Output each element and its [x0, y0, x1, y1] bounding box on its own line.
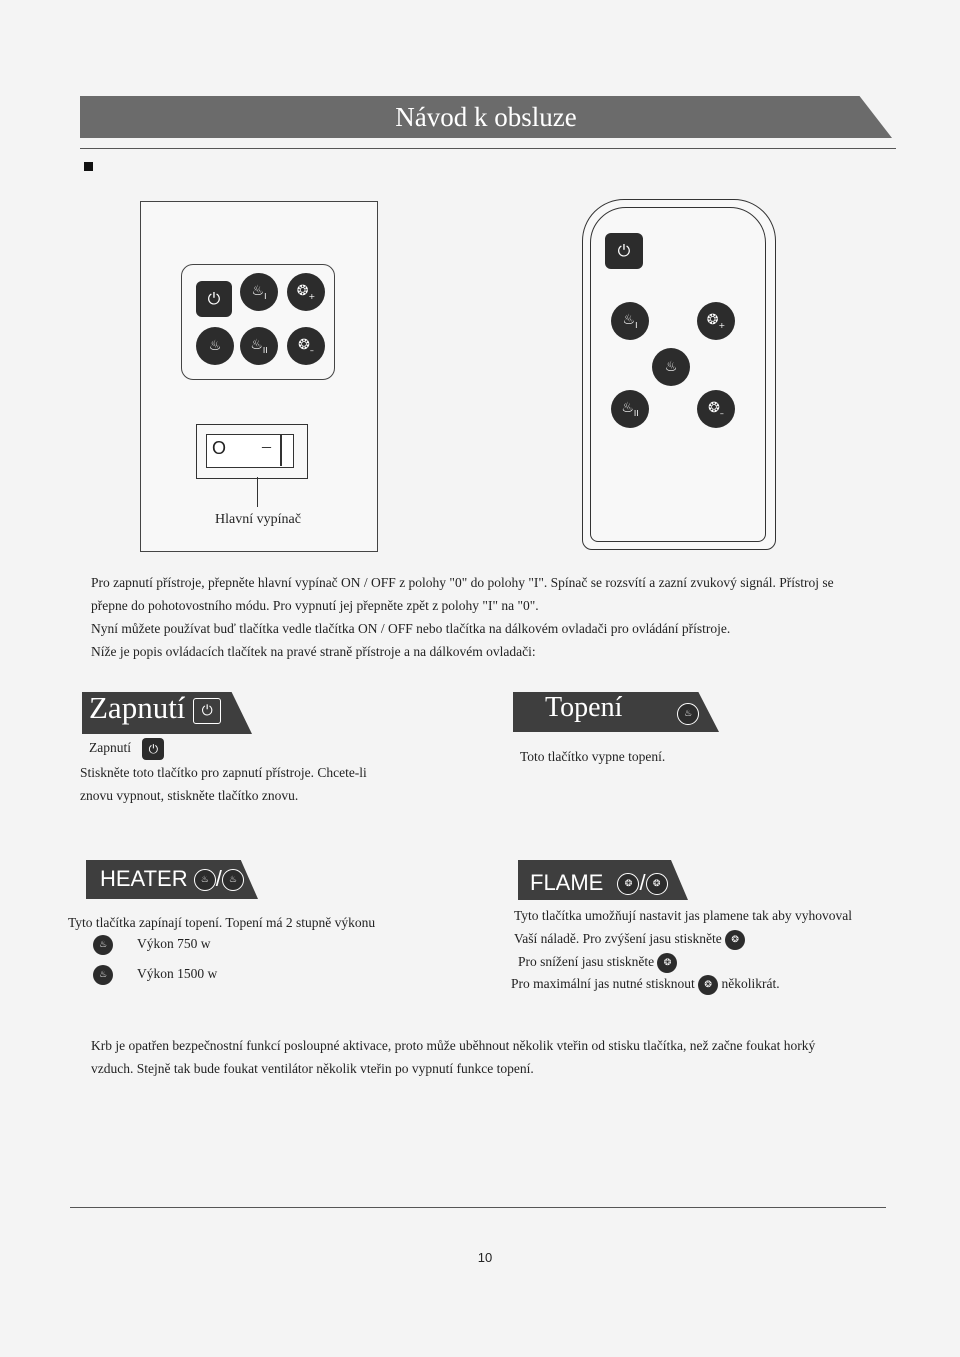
power-icon: ⏻: [142, 738, 164, 760]
heat-icon: $♨_I$: [251, 283, 267, 301]
flame-minus-icon: ❂: [657, 953, 677, 973]
heater-description: Tyto tlačítka zapínají topení. Topení má 2 stupně výkonu: [68, 915, 376, 930]
heat-level2-icon: ♨: [93, 965, 113, 985]
heat-level1-button[interactable]: [240, 273, 278, 311]
heater-heading: HEATER ♨ / ♨: [100, 866, 244, 892]
safety-note: [91, 1034, 891, 1080]
intro-line: přepne do pohotovostního módu. Pro vypnutí jej přepněte zpět z polohy "I" na "0".: [91, 598, 539, 613]
topeni-heading: Topení: [545, 692, 623, 723]
heat-icon: ♨: [677, 703, 699, 725]
bullet-square: [84, 162, 93, 171]
zapnuti-heading-text: Zapnutí: [89, 690, 186, 725]
zapnuti-heading: [89, 690, 221, 726]
flame-plus-icon: ❂: [725, 930, 745, 950]
topeni-description: Toto tlačítko vypne topení.: [520, 749, 666, 764]
flame-heading: FLAME ❂ / ❂: [530, 870, 668, 896]
remote-heat-level1-button[interactable]: [611, 302, 649, 340]
heat-level1-icon: ♨: [194, 869, 216, 891]
flame-icon: $❂_-$: [708, 400, 724, 418]
remote-power-button[interactable]: [605, 233, 643, 269]
flame-icon: $❂_-$: [298, 337, 314, 355]
heat-off-button[interactable]: [196, 327, 234, 365]
heat-icon: $♨_I$: [622, 312, 638, 330]
switch-rocker: [280, 434, 294, 466]
zapnuti-text-line: znovu vypnout, stiskněte tlačítko znovu.: [80, 788, 299, 803]
page-number: 10: [477, 1250, 493, 1265]
flame-description: [514, 904, 894, 973]
main-switch-label: Hlavní vypínač: [215, 512, 301, 527]
heat-level2-icon: ♨: [222, 869, 244, 891]
safety-note-line: vzduch. Stejně tak bude foukat ventilátor několik vteřin po vypnutí funkce topení.: [91, 1061, 534, 1076]
intro-text: [91, 571, 891, 663]
safety-note-line: Krb je opatřen bezpečnostní funkcí posloupné aktivace, proto může uběhnout několik vteřin od stisku tlačítka, než začne foukat horký: [91, 1038, 816, 1053]
flame-text-line: Vaší náladě. Pro zvýšení jasu stiskněte: [514, 931, 722, 946]
zapnuti-text-line: Stiskněte toto tlačítko pro zapnutí přístroje. Chcete-li: [80, 765, 367, 780]
flame-minus-icon: ❂: [646, 873, 668, 895]
flame-text-line: Tyto tlačítka umožňují nastavit jas plamene tak aby vyhovoval: [514, 908, 852, 923]
heat-icon: ♨: [664, 359, 678, 375]
zapnuti-description: [80, 761, 440, 807]
flame-max-line: [511, 972, 780, 995]
heater-level2-text: Výkon 1500 w: [137, 966, 218, 981]
switch-on-mark: –: [262, 436, 271, 456]
flame-max-text-end: několikrát.: [721, 976, 780, 991]
power-button[interactable]: [196, 281, 232, 317]
heat-level2-button[interactable]: [240, 327, 278, 365]
flame-icon: $❂_+$: [296, 283, 316, 301]
heat-level1-icon: ♨: [93, 935, 113, 955]
remote-heat-off-button[interactable]: [652, 348, 690, 386]
switch-off-mark: O: [212, 438, 227, 458]
heater-level1-text: Výkon 750 w: [137, 936, 211, 951]
switch-leader-line: [257, 477, 258, 507]
flame-minus-button[interactable]: [287, 327, 325, 365]
header-rule: [80, 148, 896, 149]
remote-heat-level2-button[interactable]: [611, 390, 649, 428]
page-title: Návod k obsluze: [395, 102, 577, 132]
flame-plus-icon: ❂: [698, 975, 718, 995]
zapnuti-label-row: [89, 736, 164, 760]
heater-heading-text: HEATER: [100, 866, 188, 891]
heat-icon: ♨: [208, 338, 222, 354]
flame-plus-icon: ❂: [617, 873, 639, 895]
flame-plus-button[interactable]: [287, 273, 325, 311]
intro-line: Níže je popis ovládacích tlačítek na pravé straně přístroje a na dálkovém ovladači:: [91, 644, 536, 659]
heat-icon: $♨_{II}$: [250, 337, 268, 355]
flame-heading-text: FLAME: [530, 870, 604, 895]
power-icon: ⏻: [193, 698, 221, 724]
flame-icon: $❂_+$: [706, 312, 726, 330]
zapnuti-label: Zapnutí: [89, 740, 131, 755]
flame-max-text: Pro maximální jas nutné stisknout: [511, 976, 695, 991]
power-icon: ⏻: [207, 289, 221, 308]
intro-line: Pro zapnutí přístroje, přepněte hlavní vypínač ON / OFF z polohy "0" do polohy "I". Spínač se rozsvítí a zazní zvukový signál. Přístroj se: [91, 575, 834, 590]
remote-flame-minus-button[interactable]: [697, 390, 735, 428]
footer-rule: [70, 1207, 886, 1208]
intro-line: Nyní můžete používat buď tlačítka vedle tlačítka ON / OFF nebo tlačítka na dálkovém ovladači pro ovládání přístroje.: [91, 621, 731, 636]
power-icon: ⏻: [617, 241, 631, 260]
flame-text-line: Pro snížení jasu stiskněte: [518, 954, 655, 969]
remote-flame-plus-button[interactable]: [697, 302, 735, 340]
heat-icon: $♨_{II}$: [621, 400, 639, 418]
